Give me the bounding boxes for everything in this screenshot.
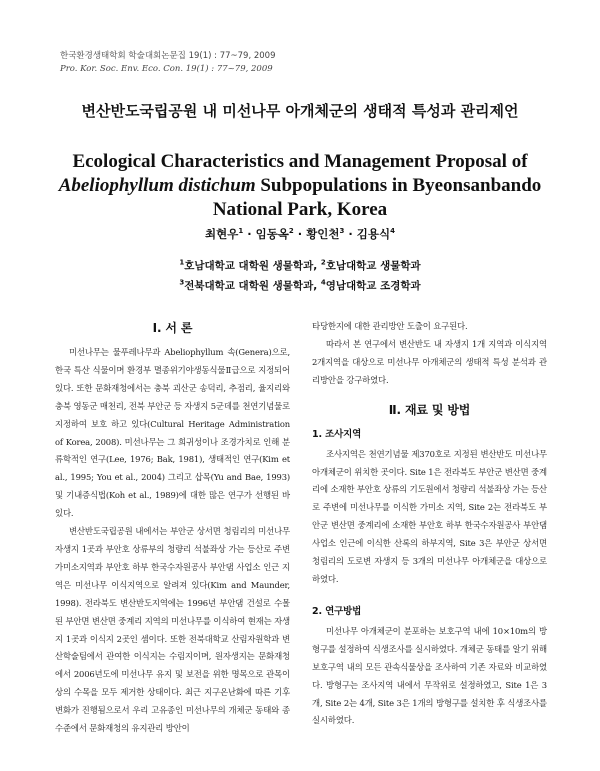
subsection-heading-study-area: 1. 조사지역 (312, 428, 362, 440)
spacer (312, 589, 547, 599)
section-heading-methods: Ⅱ. 재료 및 방법 (388, 402, 471, 417)
subsection-heading-method: 2. 연구방법 (312, 605, 362, 617)
title-english-part2: Subpopulations in Byeonsanbando National Park, Korea (212, 175, 542, 220)
affiliation-sup: 4 (320, 278, 326, 287)
author-name: 김용식 (356, 227, 391, 241)
body-paragraph: 타당한지에 대한 관리방안 도출이 요구된다. (312, 321, 468, 331)
left-column (55, 318, 290, 738)
affiliation-sup: 3 (179, 278, 185, 287)
author-name: 최현우 (205, 227, 239, 241)
affiliation-3: 전북대학교 대학원 생물학과, (184, 280, 321, 292)
journal-line-english: Pro. Kor. Soc. Env. Eco. Con. 19(1) : 77~79, 2009 (60, 64, 273, 74)
body-paragraph: 조사지역은 천연기념물 제370호로 지정된 변산반도 미선나무 아개체군이 위치한 곳이다. Site 1은 전라북도 부안군 변산면 중계리에 소재한 부안호 상류의 기도원에서 청량리 석불좌상 가는 등산로 주변에 미선나무를 이식한 가미소 지역, Site 2는 전라북도 부안군 변산면 중계리에 소재한 부안호 하부 한국수자원공사 부안댐 사업소 인근에 이식한 산록의 하부지역, Site 3은 부안군 상서면 청림리의 도로변 자생지 등 3개의 미선나무 아개체군을 대상으로 하였다. (312, 448, 547, 584)
section-heading-introduction: Ⅰ. 서 론 (152, 321, 193, 335)
affiliation-line-1 (50, 258, 550, 273)
title-english-species: Abeliophyllum distichum (58, 175, 256, 196)
affiliation-2: 호남대학교 생물학과 (325, 260, 421, 272)
right-column (312, 318, 547, 730)
spacer (312, 390, 547, 400)
affiliation-sup: 2 (320, 258, 326, 267)
body-paragraph: 따라서 본 연구에서 변산반도 내 자생지 1개 지역과 이식지역 2개지역을 대상으로 미선나무 아개체군의 생태적 특성 분석과 관리방안을 강구하였다. (312, 338, 547, 385)
body-paragraph: 미선나무 아개체군이 분포하는 보호구역 내에 10×10m의 방형구를 설정하여 식생조사를 실시하였다. 개체군 동태를 알기 위해 보호구역 내의 모든 관속식물상을 조사하여 기존 자료와 비교하였다. 방형구는 조사지역 내에서 무작위로 설정하였고, Site 1은 3개, Site 2는 4개, Site 3은 1개의 방형구를 설치한 후 식생조사를 실시하였다. (312, 625, 547, 726)
journal-citation (60, 50, 275, 76)
title-korean: 변산반도국립공원 내 미선나무 아개체군의 생태적 특성과 관리제언 (81, 102, 519, 120)
title-english-part1: Ecological Characteristics and Management Proposal of (72, 151, 528, 172)
body-paragraph: 미선나무는 물푸레나무과 Abeliophyllum 속(Genera)으로, 한국 특산 식물이며 환경부 멸종위기야생동식물Ⅱ급으로 지정되어 있다. 또한 문화재청에서는 충북 괴산군 송덕리, 추점리, 율지리와 충북 영동군 매천리, 전북 부안군 등 자생지 5군데를 천연기념물로 지정하여 보호 하고 있다(Cultural Heritage Administration of Korea, 2008). 미선나무는 그 희귀성이나 조경가치로 인해 분류학적인 연구(Lee, 1976; Bak, 1981), 생태적인 연구(Kim et al., 1995; You et al., 2004) 그리고 삽목(Yu and Bae, 1993) 및 기내증식법(Koh et al., 1989)에 대한 많은 연구가 선행된 바 있다. (55, 347, 290, 519)
author-sup: 3 (339, 227, 345, 236)
affiliation-1: 호남대학교 대학원 생물학과, (184, 260, 321, 272)
body-paragraph: 변산반도국립공원 내에서는 부안군 상서면 청림리의 미선나무 자생지 1곳과 부안호 상류부의 청량리 석불좌상 가는 등산로 주변 가미소지역과 부안호 하부 한국수자원공사 부안댐 사업소 인근 지역은 미선나무 이식지역으로 알려져 있다(Kim and Maunder, 1998). 전라북도 변산반도지역에는 1996년 부안댐 건설로 수몰된 부안면 변산면 중계리 지역의 미선나무를 이식하여 현재는 자생지 1곳과 이식지 2곳인 셈이다. 또한 전북대학교 산림자원학과 변산학술팀에서 관여한 이식지는 수림지이며, 원자생지는 문화재청에서 2006년도에 미선나무 유지 및 보전을 위한 명목으로 관목이상의 수목을 모두 제거한 상태이다. 최근 지구온난화에 따른 기후변화가 진행됨으로서 우리 고유종인 미선나무의 개체군 동태와 종 수준에서 문화재청의 유지관리 방안이 (55, 526, 290, 734)
author-name: 임동옥 (255, 227, 289, 241)
author-sup: 2 (288, 227, 294, 236)
author-list: 최현우$^1$ · 임동옥$^2$ · 황인천$^3$ · 김용식$^4$ (205, 227, 395, 241)
journal-line-korean: 한국환경생태학회 학술대회논문집 19(1) : 77~79, 2009 (60, 51, 276, 61)
affiliation-sup: 1 (179, 258, 185, 267)
author-sup: 1 (238, 227, 244, 236)
author-sup: 4 (390, 227, 395, 236)
title-english (40, 150, 560, 222)
affiliation-line-2 (50, 278, 550, 293)
affiliation-4: 영남대학교 조경학과 (325, 280, 421, 292)
author-name: 황인천 (306, 227, 340, 241)
